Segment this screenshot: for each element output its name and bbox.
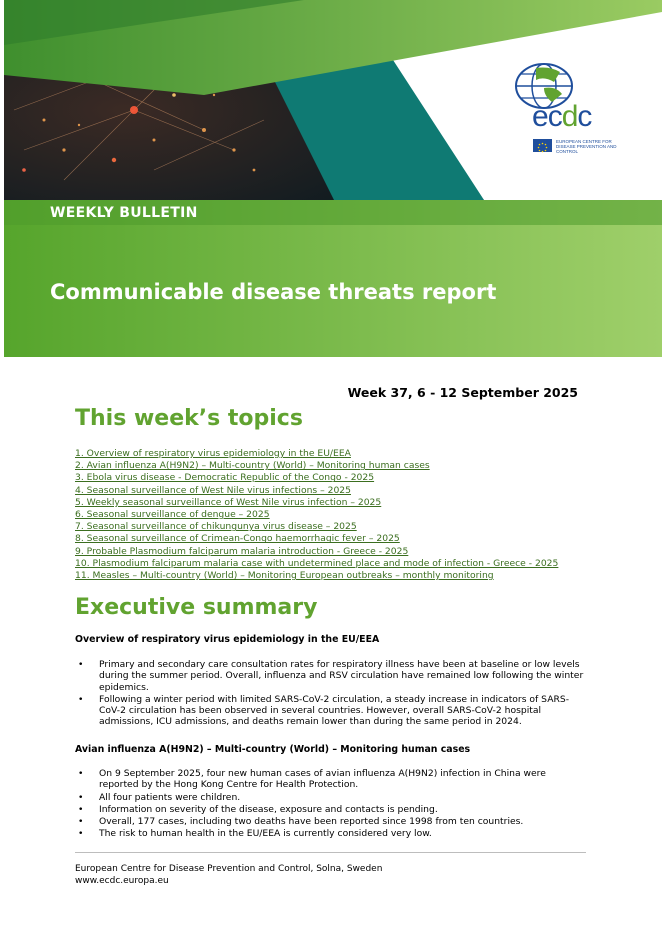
header-banner	[4, 0, 662, 357]
wordmark-e: e	[532, 100, 548, 133]
executive-summary-heading: Executive summary	[75, 595, 318, 620]
list-item	[75, 533, 558, 545]
ecdc-logo	[512, 62, 616, 158]
list-item	[75, 448, 558, 460]
section-bullets	[75, 659, 585, 729]
list-item	[75, 460, 558, 472]
section-title: Overview of respiratory virus epidemiology in the EU/EEA	[75, 634, 380, 645]
section-title: Avian influenza A(H9N2) – Multi-country (World) – Monitoring human cases	[75, 744, 471, 755]
weekly-bulletin-label: WEEKLY BULLETIN	[50, 205, 198, 221]
bullet-item: • Overall, 177 cases, including two deaths have been reported since 1998 from ten countries.	[75, 816, 585, 827]
report-title: Communicable disease threats report	[50, 280, 497, 304]
wordmark-c2: c	[577, 100, 592, 133]
footer	[75, 864, 382, 887]
bullet-item: • The risk to human health in the EU/EEA is currently considered very low.	[75, 828, 585, 839]
topic-link[interactable]: 8. Seasonal surveillance of Crimean-Congo haemorrhagic fever – 2025	[75, 533, 400, 545]
bullet-item: • On 9 September 2025, four new human cases of avian influenza A(H9N2) infection in China were reported by the Hong Kong Centre for Health Protection.	[75, 768, 585, 791]
topic-link[interactable]: 10. Plasmodium falciparum malaria case with undetermined place and mode of infection - Greece - 2025	[75, 557, 559, 569]
wordmark-c: c	[547, 100, 562, 133]
list-item	[75, 485, 558, 497]
topic-link[interactable]: 5. Weekly seasonal surveillance of West Nile virus infection – 2025	[75, 496, 382, 508]
topic-link[interactable]: 7. Seasonal surveillance of chikungunya virus disease – 2025	[75, 521, 357, 533]
topic-link[interactable]: 9. Probable Plasmodium falciparum malaria introduction - Greece - 2025	[75, 545, 409, 557]
list-item	[75, 472, 558, 484]
section-bullets	[75, 768, 585, 841]
list-item	[75, 521, 558, 533]
topic-link[interactable]: 11. Measles – Multi-country (World) – Monitoring European outbreaks – monthly monitoring	[75, 570, 494, 582]
list-item	[75, 570, 558, 582]
ecdc-full-name: EUROPEAN CENTRE FOR DISEASE PREVENTION AND CONTROL	[556, 139, 617, 154]
topic-link[interactable]: 4. Seasonal surveillance of West Nile virus infections – 2025	[75, 484, 351, 496]
footer-website: www.ecdc.europa.eu	[75, 875, 169, 886]
topic-link[interactable]: 3. Ebola virus disease - Democratic Republic of the Congo - 2025	[75, 472, 375, 484]
bullet-item: • Information on severity of the disease, exposure and contacts is pending.	[75, 804, 585, 815]
list-item	[75, 497, 558, 509]
topics-heading: This week’s topics	[75, 406, 303, 431]
ecdc-wordmark	[532, 100, 591, 134]
topic-link[interactable]: 6. Seasonal surveillance of dengue – 2025	[75, 509, 270, 521]
list-item	[75, 558, 558, 570]
topic-link[interactable]: 2. Avian influenza A(H9N2) – Multi-country (World) – Monitoring human cases	[75, 460, 430, 472]
topic-link[interactable]: 1. Overview of respiratory virus epidemiology in the EU/EEA	[75, 448, 351, 459]
footer-divider	[75, 852, 586, 853]
list-item	[75, 509, 558, 521]
bullet-item: • Following a winter period with limited SARS-CoV-2 circulation, a steady increase in indicators of SARS-CoV-2 circulation has been observed in several countries. However, overall SARS-CoV-2 hospital admissions, ICU admissions, and deaths remain lower than during the same period in 2024.	[75, 694, 585, 728]
bullet-item: • Primary and secondary care consultation rates for respiratory illness have been at baseline or low levels during the summer period. Overall, influenza and RSV circulation have remained low following the winter epidemics.	[75, 659, 585, 693]
topics-list	[75, 448, 558, 582]
footer-organization: European Centre for Disease Prevention and Control, Solna, Sweden	[75, 864, 383, 874]
wordmark-d: d	[561, 100, 578, 133]
list-item	[75, 546, 558, 558]
eu-flag-icon	[533, 139, 552, 152]
bullet-item: • All four patients were children.	[75, 792, 585, 803]
week-label: Week 37, 6 - 12 September 2025	[347, 385, 578, 400]
